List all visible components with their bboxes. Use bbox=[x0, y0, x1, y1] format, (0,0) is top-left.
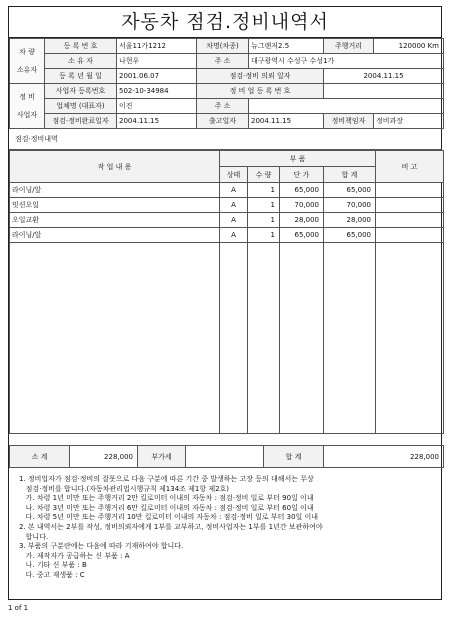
item-sum: 65,000 bbox=[324, 228, 376, 243]
item-state: A bbox=[220, 213, 248, 228]
item-remarks bbox=[376, 183, 444, 198]
reg-no-value: 서울11가1212 bbox=[117, 39, 197, 54]
car-name-value: 뉴그랜저2.5 bbox=[249, 39, 324, 54]
item-qty: 1 bbox=[248, 183, 280, 198]
owner-name-label: 소 유 자 bbox=[45, 54, 117, 69]
mileage-value: 120000 Km bbox=[374, 39, 444, 54]
address-label: 주 소 bbox=[197, 54, 249, 69]
company-label: 업체명 (대표자) bbox=[45, 99, 117, 114]
item-sum: 70,000 bbox=[324, 198, 376, 213]
note-line: 나. 차령 3년 미만 또는 주행거리 6만 킬로미터 이내의 자동차 : 점검·정비 일로 부터 60일 이내 bbox=[19, 503, 314, 512]
request-date-label: 점검·정비 의뢰 일자 bbox=[197, 69, 324, 84]
subtotal-value: 228,000 bbox=[70, 446, 138, 468]
document-title: 자동차 점검.정비내역서 bbox=[9, 7, 441, 38]
page-counter: 1 of 1 bbox=[8, 604, 29, 612]
total-label: 합 계 bbox=[264, 446, 324, 468]
reg-year-label: 등 록 년 월 일 bbox=[45, 69, 117, 84]
done-date-label: 점검·정비완료일자 bbox=[45, 114, 117, 129]
state-header: 상태 bbox=[220, 167, 248, 183]
unit-header: 단 가 bbox=[280, 167, 324, 183]
owner-section-label: 차 량 소유자 bbox=[10, 39, 45, 84]
note-line: 나. 기타 신 부품 : B bbox=[19, 561, 87, 570]
shop-address-value bbox=[249, 99, 444, 114]
note-line: 2. 본 내역서는 2부를 작성, 정비의뢰자에게 1부를 교부하고, 정비사업자는 1부를 1년간 보관하여야 bbox=[19, 522, 323, 531]
note-line: 1. 정비업자가 점검·정비의 잘못으로 다음 구분에 따른 기간 중 발생하는 고장 등의 대해서는 무상 bbox=[19, 475, 314, 483]
item-qty: 1 bbox=[248, 213, 280, 228]
table-row bbox=[10, 198, 444, 213]
shop-address-label: 주 소 bbox=[197, 99, 249, 114]
reg-year-value: 2001.06.07 bbox=[117, 69, 197, 84]
shop-reg-value bbox=[324, 84, 444, 99]
table-row bbox=[10, 228, 444, 243]
car-name-label: 차명(차종) bbox=[197, 39, 249, 54]
details-section-label: 점검·정비내역 bbox=[9, 128, 441, 150]
item-state: A bbox=[220, 183, 248, 198]
owner-table bbox=[9, 38, 444, 84]
item-state: A bbox=[220, 228, 248, 243]
total-value: 228,000 bbox=[324, 446, 444, 468]
item-work: 오일교환 bbox=[10, 213, 220, 228]
item-remarks bbox=[376, 213, 444, 228]
item-unit: 65,000 bbox=[280, 228, 324, 243]
notes-section bbox=[9, 469, 441, 601]
shop-section-label: 정 비 사업자 bbox=[10, 84, 45, 129]
done-date-value: 2004.11.15 bbox=[117, 114, 197, 129]
note-line: 다. 중고 재생품 : C bbox=[19, 570, 85, 579]
shop-table bbox=[9, 83, 444, 129]
biz-no-label: 사업자 등록번호 bbox=[45, 84, 117, 99]
item-unit: 70,000 bbox=[280, 198, 324, 213]
sum-header: 합 계 bbox=[324, 167, 376, 183]
manager-value: 정비과장 bbox=[374, 114, 444, 129]
reg-no-label: 등 록 번 호 bbox=[45, 39, 117, 54]
parts-header: 부 품 bbox=[220, 151, 376, 167]
item-work: 밋션오일 bbox=[10, 198, 220, 213]
item-unit: 28,000 bbox=[280, 213, 324, 228]
mileage-label: 주행거리 bbox=[324, 39, 374, 54]
item-remarks bbox=[376, 198, 444, 213]
remarks-header: 비 고 bbox=[376, 151, 444, 183]
note-line: 합니다. bbox=[19, 532, 49, 541]
subtotal-label: 소 계 bbox=[10, 446, 70, 468]
release-date-label: 출고일자 bbox=[197, 114, 249, 129]
note-line: 3. 부품의 구분란에는 다음에 따라 기재하여야 합니다. bbox=[19, 542, 184, 551]
note-line: 다. 차령 5년 미만 또는 주행거리 10만 킬로미터 이내의 자동차 : 점검·정비 일로 부터 30일 이내 bbox=[19, 513, 319, 522]
company-value: 이진 bbox=[117, 99, 197, 114]
note-line: 가. 제작자가 공급하는 신 부품 : A bbox=[19, 551, 130, 560]
manager-label: 정비책임자 bbox=[324, 114, 374, 129]
owner-name-value: 나현우 bbox=[117, 54, 197, 69]
totals-table bbox=[9, 445, 444, 468]
item-sum: 65,000 bbox=[324, 183, 376, 198]
release-date-value: 2004.11.15 bbox=[249, 114, 324, 129]
table-row bbox=[10, 183, 444, 198]
empty-items-area bbox=[10, 243, 444, 434]
item-work: 라이닝/앞 bbox=[10, 183, 220, 198]
repair-statement-page bbox=[8, 6, 442, 600]
shop-reg-label: 정 비 업 등 록 번 호 bbox=[197, 84, 324, 99]
work-header: 작 업 내 용 bbox=[10, 151, 220, 183]
request-date-value: 2004.11.15 bbox=[324, 69, 444, 84]
note-line: 점검·정비를 합니다.(자동차관리법시행규칙 제134조 제1항 제2호) bbox=[19, 484, 230, 493]
vat-label: 부가세 bbox=[138, 446, 186, 468]
item-work: 라이닝/앞 bbox=[10, 228, 220, 243]
items-table bbox=[9, 150, 444, 434]
address-value: 대구광역시 수성구 수성1가 bbox=[249, 54, 444, 69]
item-state: A bbox=[220, 198, 248, 213]
item-remarks bbox=[376, 228, 444, 243]
item-qty: 1 bbox=[248, 228, 280, 243]
table-row bbox=[10, 213, 444, 228]
item-sum: 28,000 bbox=[324, 213, 376, 228]
note-line: 가. 차령 1년 미만 또는 주행거리 2만 킬로미터 이내의 자동차 : 점검·정비 일로 부터 90일 이내 bbox=[19, 494, 314, 503]
biz-no-value: 502-10-34984 bbox=[117, 84, 197, 99]
qty-header: 수 량 bbox=[248, 167, 280, 183]
item-qty: 1 bbox=[248, 198, 280, 213]
item-unit: 65,000 bbox=[280, 183, 324, 198]
vat-value bbox=[186, 446, 264, 468]
